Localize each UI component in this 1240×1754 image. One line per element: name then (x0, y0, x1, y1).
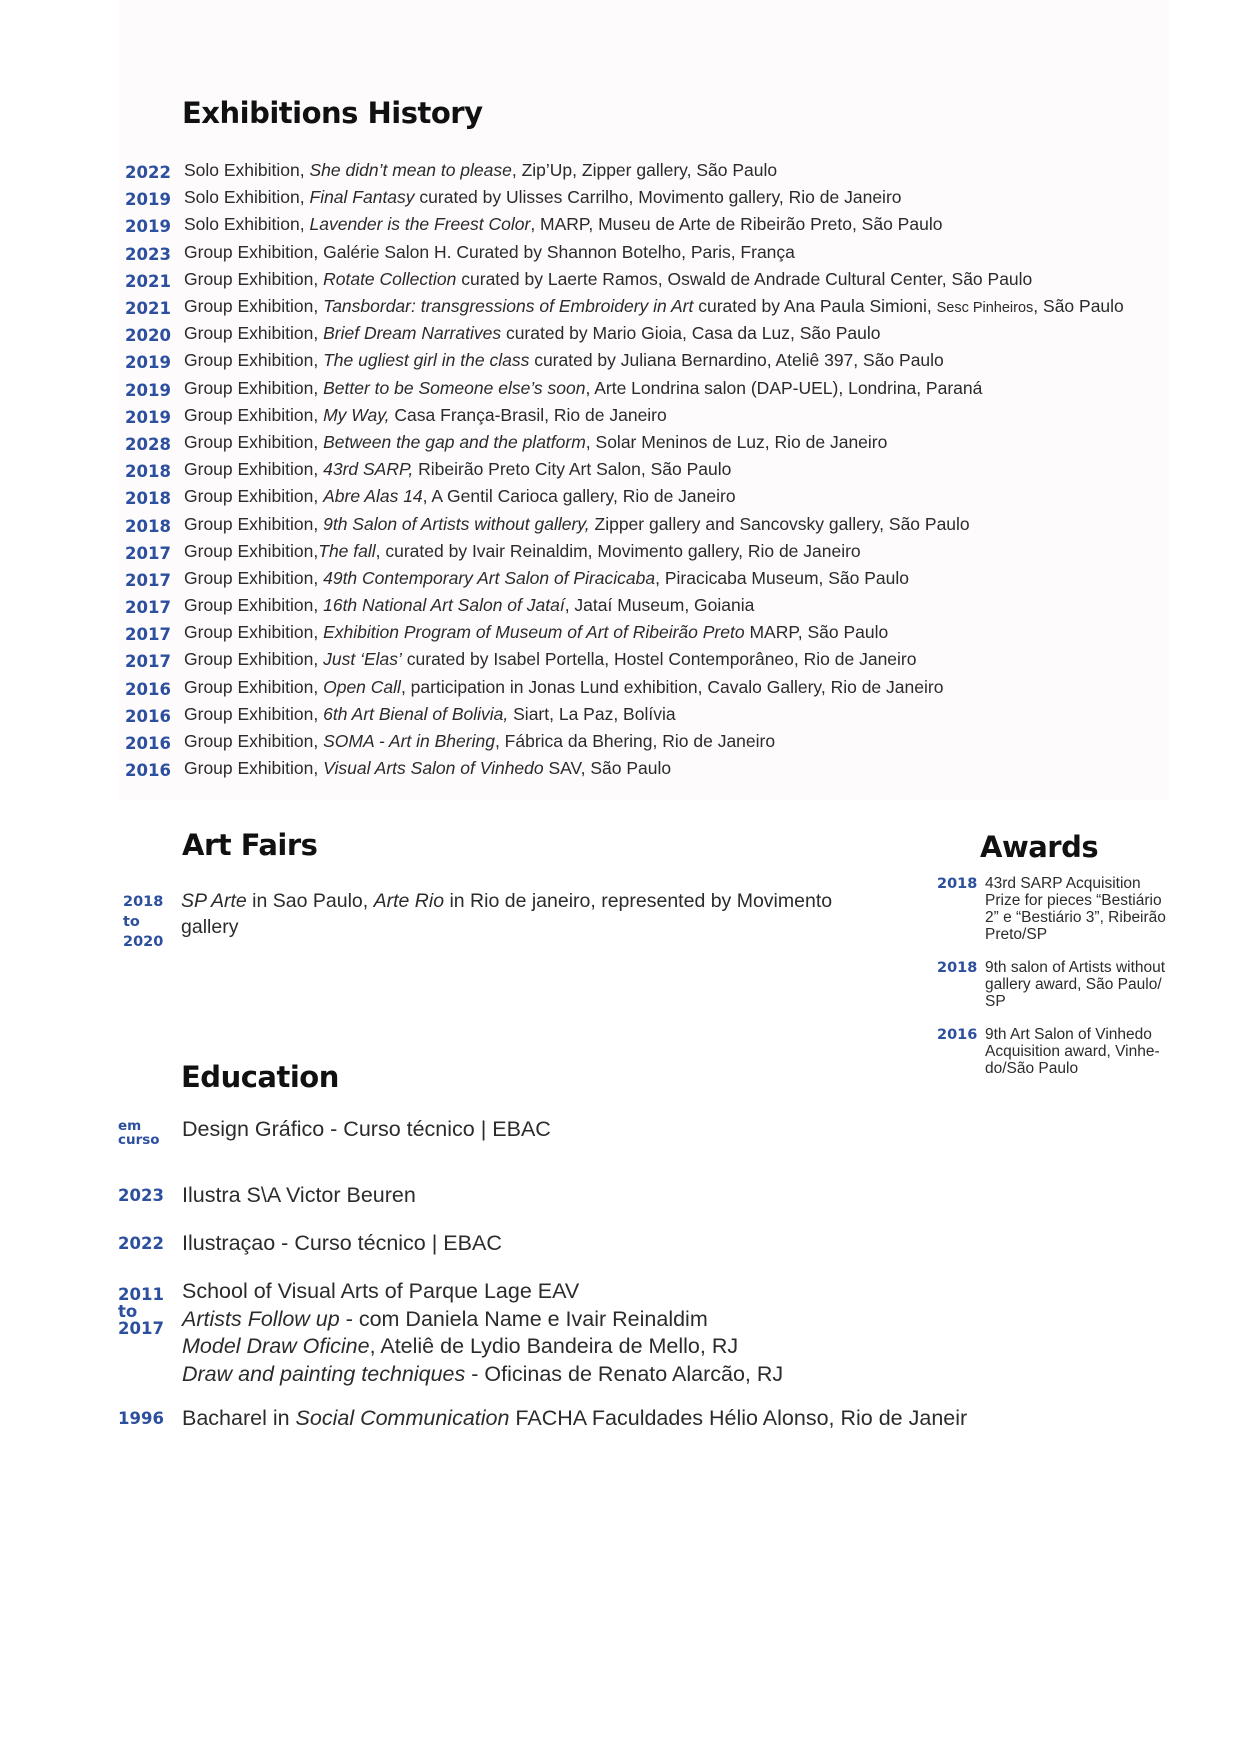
exhibition-entry: Solo Exhibition, Lavender is the Freest Color, MARP, Museu de Arte de Ribeirão Preto, São Paulo (184, 214, 943, 235)
education-year: 2011 to 2017 (118, 1285, 164, 1338)
exhibition-entry: Group Exhibition, Tansbordar: transgressions of Embroidery in Art curated by Ana Paula Simioni, Sesc Pinheiros, São Paulo (184, 296, 1124, 317)
exhibition-row (125, 510, 1165, 537)
exhibition-year: 2017 (125, 598, 171, 618)
award-text: 9th Art Salon of Vinhedo Acquisition award, Vinhe-do/São Paulo (985, 1026, 1160, 1077)
exhibition-row (125, 701, 1165, 728)
exhibition-row (125, 619, 1165, 646)
exhibition-year: 2017 (125, 652, 171, 672)
exhibition-entry: Group Exhibition, 9th Salon of Artists without gallery, Zipper gallery and Sancovsky gallery, São Paulo (184, 513, 970, 534)
exhibition-row (125, 456, 1165, 483)
exhibition-year: 2022 (125, 163, 171, 183)
education-year: 1996 (118, 1409, 164, 1428)
exhibition-row (125, 565, 1165, 592)
exhibition-entry: Group Exhibition, Just ‘Elas’ curated by Isabel Portella, Hostel Contemporâneo, Rio de Janeiro (184, 649, 917, 670)
exhibition-year: 2020 (125, 326, 171, 346)
exhibition-row (125, 728, 1165, 755)
exhibition-entry: Group Exhibition, Brief Dream Narratives curated by Mario Gioia, Casa da Luz, São Paulo (184, 323, 881, 344)
exhibition-row (125, 184, 1165, 211)
exhibition-entry: Group Exhibition, My Way, Casa França-Brasil, Rio de Janeiro (184, 404, 667, 425)
art-fair-year: 2018 to 2020 (123, 894, 164, 950)
exhibition-year: 2017 (125, 570, 171, 590)
exhibition-year: 2019 (125, 190, 171, 210)
exhibition-entry: Group Exhibition, Better to be Someone else’s soon, Arte Londrina salon (DAP-UEL), Londrina, Paraná (184, 377, 983, 398)
exhibition-entry: Group Exhibition, 6th Art Bienal of Bolivia, Siart, La Paz, Bolívia (184, 703, 676, 724)
education-year: em curso (118, 1118, 160, 1148)
education-heading: Education (181, 1060, 339, 1094)
exhibition-year: 2018 (125, 516, 171, 536)
exhibition-year: 2019 (125, 353, 171, 373)
education-text: Design Gráfico - Curso técnico | EBAC (182, 1117, 551, 1141)
exhibition-row (125, 157, 1165, 184)
award-year: 2018 (937, 960, 978, 976)
exhibition-entry: Solo Exhibition, She didn’t mean to please, Zip’Up, Zipper gallery, São Paulo (184, 160, 778, 181)
exhibition-row (125, 755, 1165, 782)
exhibition-entry: Group Exhibition, Rotate Collection curated by Laerte Ramos, Oswald de Andrade Cultural Center, São Paulo (184, 268, 1033, 289)
award-year: 2016 (937, 1027, 978, 1043)
exhibition-row (125, 211, 1165, 238)
exhibition-entry: Group Exhibition, 49th Contemporary Art Salon of Piracicaba, Piracicaba Museum, São Paulo (184, 567, 910, 588)
exhibition-entry: Group Exhibition, 16th National Art Salon of Jataí, Jataí Museum, Goiania (184, 595, 755, 616)
exhibition-row (125, 239, 1165, 266)
exhibition-year: 2016 (125, 761, 171, 781)
exhibition-entry: Group Exhibition, Visual Arts Salon of Vinhedo SAV, São Paulo (184, 758, 672, 779)
exhibition-entry: Solo Exhibition, Final Fantasy curated by Ulisses Carrilho, Movimento gallery, Rio de Janeiro (184, 187, 902, 208)
exhibition-year: 2019 (125, 217, 171, 237)
exhibition-entry: Group Exhibition, Exhibition Program of Museum of Art of Ribeirão Preto MARP, São Paulo (184, 622, 889, 643)
exhibition-year: 2019 (125, 380, 171, 400)
exhibition-entry: Group Exhibition, Galérie Salon H. Curated by Shannon Botelho, Paris, França (184, 241, 795, 262)
art-fairs-heading: Art Fairs (182, 828, 318, 862)
exhibitions-heading: Exhibitions History (182, 96, 483, 130)
exhibition-row (125, 483, 1165, 510)
education-year: 2022 (118, 1234, 164, 1253)
exhibition-year: 2016 (125, 679, 171, 699)
education-year: 2023 (118, 1186, 164, 1205)
exhibition-entry: Group Exhibition, Abre Alas 14, A Gentil Carioca gallery, Rio de Janeiro (184, 486, 736, 507)
exhibition-year: 2019 (125, 407, 171, 427)
exhibition-entry: Group Exhibition, The ugliest girl in the class curated by Juliana Bernardino, Ateliê 397, São Paulo (184, 350, 944, 371)
exhibition-row (125, 646, 1165, 673)
exhibition-year: 2023 (125, 244, 171, 264)
art-fair-text: SP Arte in Sao Paulo, Arte Rio in Rio de janeiro, represented by Movimento gallery (181, 890, 833, 938)
exhibition-row (125, 320, 1165, 347)
education-text: School of Visual Arts of Parque Lage EAV Artists Follow up - com Daniela Name e Ivair Reinaldim Model Draw Oficine, Ateliê de Lydio Bandeira de Mello, RJ Draw and painting techniques - Oficinas de Renato Alarcão, RJ (182, 1279, 784, 1386)
exhibition-year: 2018 (125, 462, 171, 482)
exhibition-entry: Group Exhibition,The fall, curated by Ivair Reinaldim, Movimento gallery, Rio de Janeiro (184, 540, 861, 561)
exhibition-year: 2018 (125, 489, 171, 509)
awards-heading: Awards (980, 830, 1099, 864)
exhibition-entry: Group Exhibition, 43rd SARP, Ribeirão Preto City Art Salon, São Paulo (184, 459, 732, 480)
exhibition-year: 2028 (125, 434, 171, 454)
exhibition-year: 2016 (125, 706, 171, 726)
exhibition-row (125, 402, 1165, 429)
exhibition-year: 2017 (125, 625, 171, 645)
award-year: 2018 (937, 876, 978, 892)
exhibition-row (125, 429, 1165, 456)
education-text: Bacharel in Social Communication FACHA Faculdades Hélio Alonso, Rio de Janeir (182, 1406, 968, 1430)
exhibition-year: 2021 (125, 271, 171, 291)
exhibition-year: 2017 (125, 543, 171, 563)
exhibition-year: 2021 (125, 299, 171, 319)
award-text: 9th salon of Artists without gallery award, São Paulo/ SP (985, 959, 1166, 1010)
exhibition-row (125, 293, 1165, 320)
exhibition-row (125, 592, 1165, 619)
exhibition-row (125, 347, 1165, 374)
award-text: 43rd SARP Acquisition Prize for pieces “Bestiário 2” e “Bestiário 3”, Ribeirão Preto/SP (985, 875, 1166, 943)
education-text: Ilustraçao - Curso técnico | EBAC (182, 1231, 502, 1255)
education-text: Ilustra S\A Victor Beuren (182, 1183, 416, 1207)
exhibition-row (125, 375, 1165, 402)
exhibitions-list (125, 157, 1165, 782)
exhibition-row (125, 538, 1165, 565)
exhibition-year: 2016 (125, 734, 171, 754)
exhibition-row (125, 266, 1165, 293)
exhibition-entry: Group Exhibition, Between the gap and the platform, Solar Meninos de Luz, Rio de Janeiro (184, 431, 888, 452)
exhibition-entry: Group Exhibition, Open Call, participation in Jonas Lund exhibition, Cavalo Gallery, Rio de Janeiro (184, 676, 944, 697)
exhibition-row (125, 674, 1165, 701)
exhibition-entry: Group Exhibition, SOMA - Art in Bhering, Fábrica da Bhering, Rio de Janeiro (184, 731, 776, 752)
